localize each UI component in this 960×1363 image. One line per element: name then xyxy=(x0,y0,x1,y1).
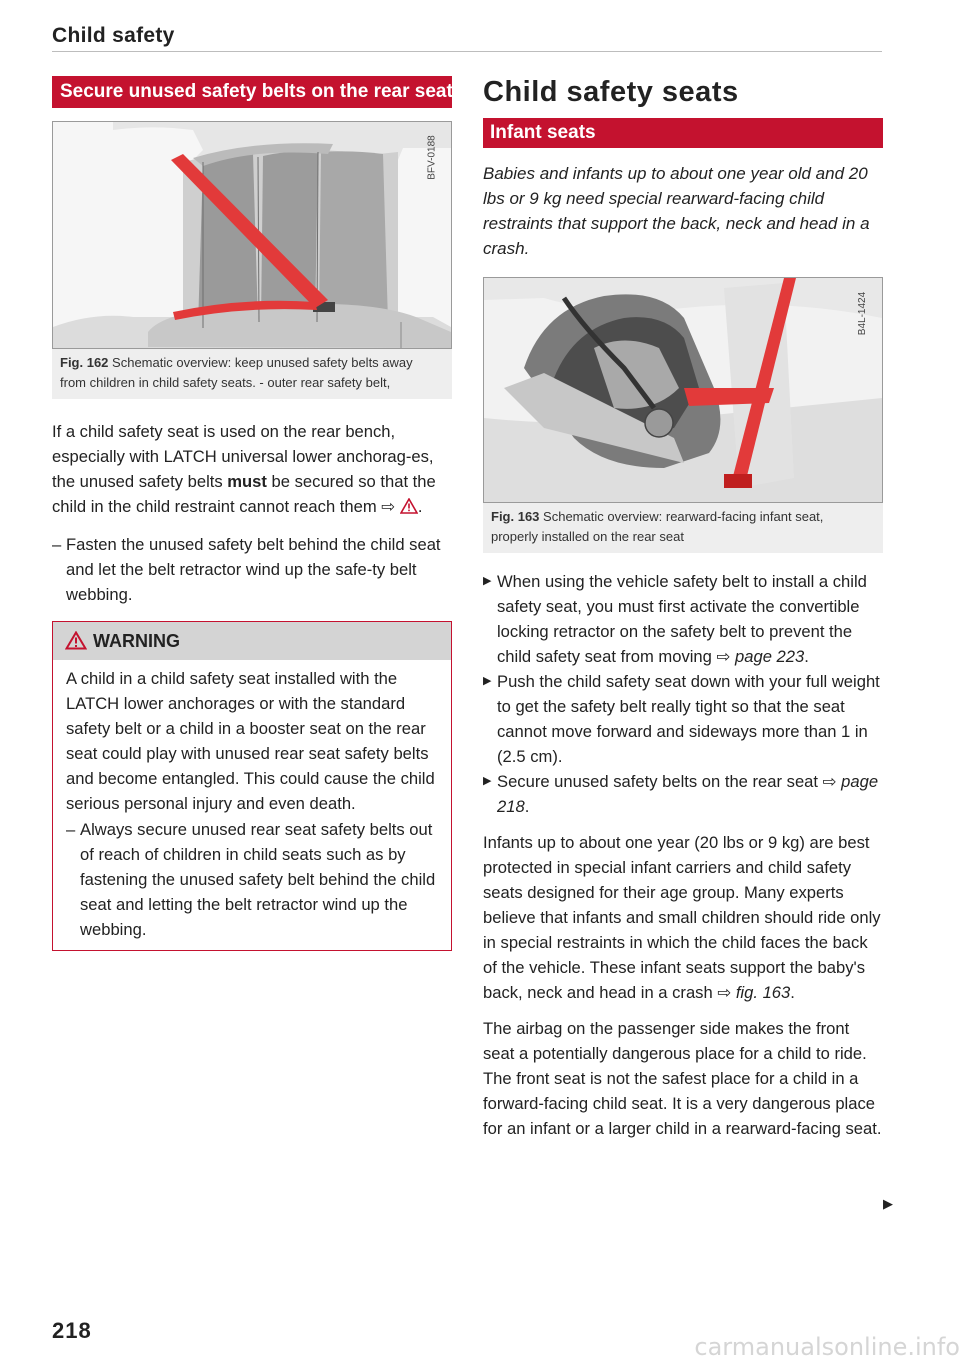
figure-163 xyxy=(483,277,883,553)
bullet-arrow-icon: ▶ xyxy=(483,675,492,687)
bullet-end: . xyxy=(524,797,530,816)
warning-text: A child in a child safety seat installed with the LATCH lower anchorages or with the standard safety belt or a child in a booster seat on the rear seat could play with unused rear seat safety belts and become entangled. This could cause the child serious personal injury and even death. xyxy=(66,669,435,813)
page-number: 218 xyxy=(52,1318,92,1343)
figure-162-caption xyxy=(52,349,452,399)
left-paragraph-end: . xyxy=(417,497,423,516)
list-item xyxy=(483,669,883,769)
figure-163-image xyxy=(483,277,883,503)
warning-triangle-icon xyxy=(400,496,418,521)
header-divider xyxy=(52,51,882,52)
figure-163-label: Fig. 163 xyxy=(491,509,540,524)
right-paragraph-1-end: . xyxy=(790,983,795,1002)
dash-marker: – xyxy=(66,820,76,839)
left-paragraph-text-2: be secured so that the child in the child restraint cannot reach them xyxy=(52,472,436,516)
figure-ref-link[interactable]: ⇨ fig. 163 xyxy=(717,983,791,1002)
list-item xyxy=(52,532,452,607)
left-paragraph xyxy=(52,419,452,521)
page-header-title: Child safety xyxy=(52,24,175,47)
warning-box xyxy=(52,621,452,951)
left-paragraph-text: If a child safety seat is used on the rear bench, especially with LATCH universal lower anchorag-es, the unused safety belts xyxy=(52,422,434,491)
continue-arrow-icon: ▶ xyxy=(883,1196,893,1211)
watermark: carmanualsonline.info xyxy=(694,1333,960,1361)
section-title-infant-seats: Infant seats xyxy=(483,118,883,148)
bullet-arrow-icon: ▶ xyxy=(483,575,492,587)
right-paragraph-1 xyxy=(483,830,883,1005)
section-title-secure-belts: Secure unused safety belts on the rear seat xyxy=(52,76,452,108)
lead-paragraph: Babies and infants up to about one year old and 20 lbs or 9 kg need special rearward-facing child restraints that support the back, neck and head in a crash. xyxy=(483,164,870,258)
warning-list-item xyxy=(66,817,441,942)
figure-162-label: Fig. 162 xyxy=(60,355,109,370)
right-paragraph-1-text: Infants up to about one year (20 lbs or 9 kg) are best protected in special infant carriers and child safety seats designed for their age group. Many experts believe that infants and small children should ride only in special restraints in which the child faces the back of the vehicle. These infant seats support the baby's back, neck and head in a crash xyxy=(483,833,881,1002)
instruction-list xyxy=(483,569,883,819)
page-ref-link[interactable]: ⇨ page 223 xyxy=(716,647,805,666)
page-section-heading: Child safety seats xyxy=(483,76,739,108)
bullet-text: Push the child safety seat down with your full weight to get the safety belt really tight so that the seat cannot move forward and sideways more than 1 in (2.5 cm). xyxy=(497,672,880,766)
warning-body xyxy=(53,660,451,950)
warning-title: WARNING xyxy=(93,631,180,651)
right-column xyxy=(483,76,883,1141)
dash-marker: – xyxy=(52,535,62,554)
infant-seat-illustration xyxy=(484,278,882,502)
bullet-text: When using the vehicle safety belt to install a child safety seat, you must first activate the convertible locking retractor on the safety belt to prevent the child safety seat from moving xyxy=(497,572,867,666)
warning-list-item-text: Always secure unused rear seat safety belts out of reach of children in child seats such as by fastening the unused safety belt behind the child seat and letting the belt retractor wind up the webbing. xyxy=(80,820,436,939)
emphasis-must: must xyxy=(227,472,267,491)
list-item-text: Fasten the unused safety belt behind the child seat and let the belt retractor wind up the safe-ty belt webbing. xyxy=(66,535,441,604)
list-item xyxy=(483,769,883,819)
left-column xyxy=(52,76,452,951)
page-ref-link[interactable]: ⇨ page 218 xyxy=(497,772,879,816)
figure-163-code: B4L-1424 xyxy=(857,291,869,336)
figure-163-caption-text: Schematic overview: rearward-facing infant seat, properly installed on the rear seat xyxy=(491,509,824,544)
cross-ref-arrow: ⇨ xyxy=(381,497,396,516)
figure-163-caption xyxy=(483,503,883,553)
right-paragraph-2: The airbag on the passenger side makes the front seat a potentially dangerous place for a child to ride. The front seat is not the safest place for a child in a forward-facing child seat. It is a very dangerous place for an infant or a larger child in a rearward-facing seat. xyxy=(483,1019,882,1138)
figure-162-code: BFV-0188 xyxy=(426,135,438,180)
bullet-text: Secure unused safety belts on the rear seat xyxy=(497,772,823,791)
figure-162-image xyxy=(52,121,452,349)
rear-seat-belt-illustration xyxy=(53,122,451,348)
warning-triangle-icon xyxy=(65,625,87,663)
warning-header xyxy=(53,622,451,660)
figure-162 xyxy=(52,121,452,399)
bullet-end: . xyxy=(804,647,809,666)
list-item xyxy=(483,569,883,669)
bullet-arrow-icon: ▶ xyxy=(483,775,492,787)
figure-162-caption-text: Schematic overview: keep unused safety belts away from children in child safety seats. - outer rear safety belt, xyxy=(60,355,413,390)
